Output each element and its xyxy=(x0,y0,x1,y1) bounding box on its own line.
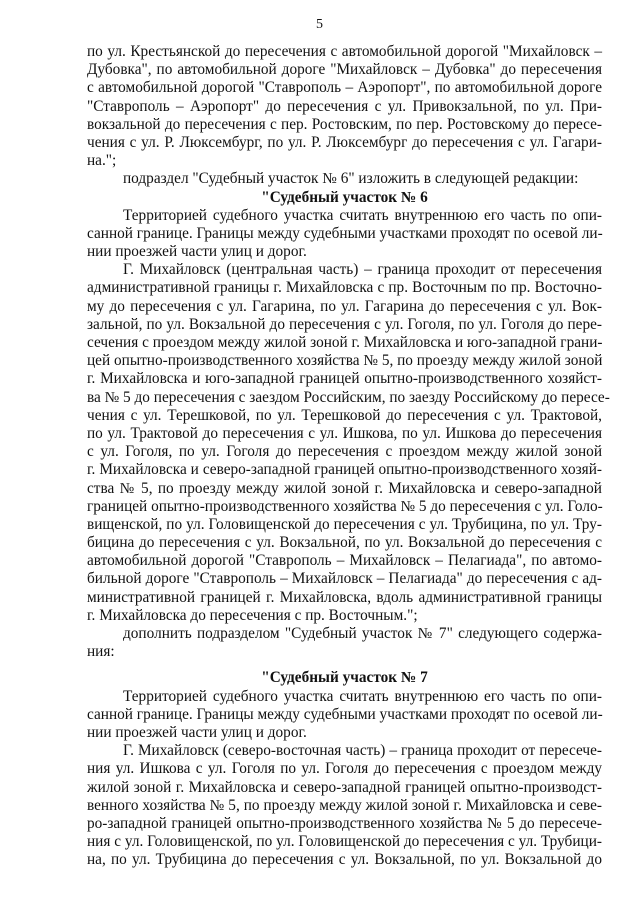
text-line: с автомобильной дорогой "Ставрополь – Аэропорт", по автомобильной дороге xyxy=(87,79,602,97)
spacer xyxy=(87,661,602,669)
text-line: ва № 5 до пересечения с заездом Российским, по заезду Российскому до пересе- xyxy=(87,388,610,406)
paragraph-block-3 xyxy=(87,688,602,870)
text-line: г. Михайловска и юго-западной границей опытно-производственного хозяйст- xyxy=(87,370,602,388)
text-line: Дубовка", по автомобильной дороге "Михайловск – Дубовка" до пересечения xyxy=(87,61,602,79)
text-line: автомобильной дорогой "Ставрополь – Михайловск – Пелагиада", по автомо- xyxy=(87,552,602,570)
text-line: ния с ул. Головищенской, по ул. Головищенской до пересечения с ул. Трубици- xyxy=(87,833,602,851)
text-line: бицина до пересечения с ул. Вокзальной, по ул. Вокзальной до пересечения с xyxy=(87,534,602,552)
paragraph-block-2 xyxy=(87,206,610,662)
text-line: цей опытно-производственного хозяйства № 5, по проезду между жилой зоной xyxy=(87,352,603,370)
text-line: чения с ул. Терешковой, по ул. Терешковой до пересечения с ул. Трактовой, xyxy=(87,406,602,424)
text-line: на, по ул. Трубицина до пересечения с ул. Вокзальной, по ул. Вокзальной до xyxy=(87,851,602,869)
text-line: на."; xyxy=(87,152,117,170)
text-line: нии проезжей части улиц и дорог. xyxy=(87,243,307,261)
page-number: 5 xyxy=(316,17,323,32)
document-body xyxy=(87,43,610,869)
text-line: Г. Михайловск (северо-восточная часть) – граница проходит от пересече- xyxy=(123,742,602,760)
text-line: чения с ул. Р. Люксембург, по ул. Р. Люксембург до пересечения с ул. Гагари- xyxy=(87,133,602,151)
text-line: министративной границей г. Михайловска, вдоль административной границы xyxy=(87,588,602,606)
text-line: подраздел "Судебный участок № 6" изложить в следующей редакции: xyxy=(123,170,579,188)
text-line: бильной дороге "Ставрополь – Михайловск – Пелагиада" до пересечения с ад- xyxy=(87,570,602,588)
text-line: административной границы г. Михайловска с пр. Восточным по пр. Восточно- xyxy=(87,279,602,297)
text-line: ния ул. Ишкова с ул. Гоголя по ул. Гоголя до пересечения с проездом между xyxy=(87,760,602,778)
text-line: зальной, по ул. Вокзальной до пересечения с ул. Гоголя, по ул. Гоголя до пере- xyxy=(87,315,602,333)
section-heading-7: "Судебный участок № 7 xyxy=(261,669,428,687)
text-line: вокзальной до пересечения с пер. Ростовским, по пер. Ростовскому до пересе- xyxy=(87,115,602,133)
text-line: границей опытно-производственного хозяйства № 5 до пересечения с ул. Голо- xyxy=(87,497,603,515)
text-line: г. Михайловска и северо-западной границей опытно-производственного хозяй- xyxy=(87,461,602,479)
text-line: Территорией судебного участка считать внутреннюю его часть по опи- xyxy=(123,206,602,224)
text-line: санной границе. Границы между судебными участками проходят по осевой ли- xyxy=(87,224,603,242)
text-line: по ул. Трактовой до пересечения с ул. Ишкова, по ул. Ишкова до пересечения xyxy=(87,424,602,442)
text-line: дополнить подразделом "Судебный участок № 7" следующего содержа- xyxy=(123,625,602,642)
paragraph-block-1 xyxy=(87,43,602,189)
text-line: с ул. Гоголя, по ул. Гоголя до пересечения с проездом между жилой зоной xyxy=(87,443,602,461)
section-heading-6: "Судебный участок № 6 xyxy=(261,188,428,206)
text-line: "Ставрополь – Аэропорт" до пересечения с ул. Привокзальной, по ул. При- xyxy=(87,97,602,115)
text-line: му до пересечения с ул. Гагарина, по ул. Гагарина до пересечения с ул. Вок- xyxy=(87,297,602,315)
text-line: Г. Михайловск (центральная часть) – граница проходит от пересечения xyxy=(123,261,602,279)
text-line: нии проезжей части улиц и дорог. xyxy=(87,723,307,741)
text-line: ства № 5, по проезду между жилой зоной г. Михайловска и северо-западной xyxy=(87,479,602,497)
text-line: венного хозяйства № 5, по проезду между жилой зоной г. Михайловска и севе- xyxy=(87,796,602,814)
text-line: ро-западной границей опытно-производственного хозяйства № 5 до пересече- xyxy=(87,814,602,832)
text-line: санной границе. Границы между судебными участками проходят по осевой ли- xyxy=(87,705,603,723)
text-line: жилой зоной г. Михайловска и северо-западной границей опытно-производст- xyxy=(87,778,602,796)
text-line: по ул. Крестьянской до пересечения с автомобильной дорогой "Михайловск – xyxy=(87,43,602,60)
text-line: ния: xyxy=(87,643,115,661)
text-line: Территорией судебного участка считать внутреннюю его часть по опи- xyxy=(123,687,602,705)
text-line: г. Михайловска до пересечения с пр. Восточным."; xyxy=(87,606,418,624)
text-line: сечения с проездом между жилой зоной г. Михайловска и юго-западной грани- xyxy=(87,334,603,351)
text-line: вищенской, по ул. Головищенской до пересечения с ул. Трубицина, по ул. Тру- xyxy=(87,515,602,533)
